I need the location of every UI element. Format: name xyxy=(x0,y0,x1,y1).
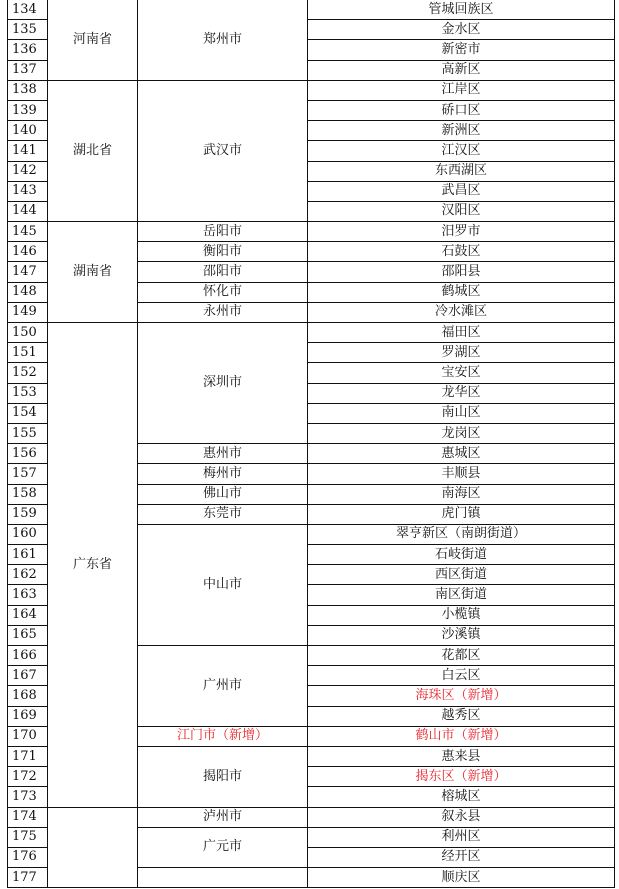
row-number: 168 xyxy=(8,686,48,706)
district-cell: 经开区 xyxy=(308,847,615,867)
district-cell: 南海区 xyxy=(308,484,615,504)
row-number: 161 xyxy=(8,545,48,565)
region-list-table xyxy=(7,0,615,888)
district-cell: 越秀区 xyxy=(308,706,615,726)
city-cell: 郑州市 xyxy=(138,0,308,80)
table-body xyxy=(8,0,615,888)
district-cell: 邵阳县 xyxy=(308,262,615,282)
table-row xyxy=(8,323,615,343)
city-cell: 江门市（新增） xyxy=(138,726,308,746)
row-number: 172 xyxy=(8,767,48,787)
district-cell: 惠来县 xyxy=(308,746,615,766)
row-number: 162 xyxy=(8,565,48,585)
row-number: 152 xyxy=(8,363,48,383)
province-cell: 湖北省 xyxy=(48,80,138,221)
row-number: 176 xyxy=(8,847,48,867)
district-cell: 小榄镇 xyxy=(308,605,615,625)
row-number: 174 xyxy=(8,807,48,827)
district-cell: 金水区 xyxy=(308,20,615,40)
row-number: 157 xyxy=(8,464,48,484)
row-number: 158 xyxy=(8,484,48,504)
district-cell: 冷水滩区 xyxy=(308,302,615,322)
row-number: 159 xyxy=(8,504,48,524)
city-cell: 武汉市 xyxy=(138,80,308,221)
row-number: 165 xyxy=(8,625,48,645)
district-cell: 虎门镇 xyxy=(308,504,615,524)
city-cell: 怀化市 xyxy=(138,282,308,302)
district-cell: 江汉区 xyxy=(308,141,615,161)
city-cell xyxy=(138,868,308,888)
province-cell: 河南省 xyxy=(48,0,138,80)
row-number: 137 xyxy=(8,60,48,80)
row-number: 169 xyxy=(8,706,48,726)
district-cell: 鹤山市（新增） xyxy=(308,726,615,746)
row-number: 144 xyxy=(8,201,48,221)
province-cell: 湖南省 xyxy=(48,222,138,323)
row-number: 163 xyxy=(8,585,48,605)
district-cell: 南山区 xyxy=(308,403,615,423)
row-number: 166 xyxy=(8,646,48,666)
district-cell: 福田区 xyxy=(308,323,615,343)
row-number: 148 xyxy=(8,282,48,302)
row-number: 146 xyxy=(8,242,48,262)
city-cell: 中山市 xyxy=(138,524,308,645)
row-number: 138 xyxy=(8,80,48,100)
province-cell: 广东省 xyxy=(48,323,138,808)
table-row xyxy=(8,807,615,827)
district-cell: 硚口区 xyxy=(308,100,615,120)
district-cell: 新洲区 xyxy=(308,121,615,141)
row-number: 175 xyxy=(8,827,48,847)
city-cell: 佛山市 xyxy=(138,484,308,504)
district-cell: 江岸区 xyxy=(308,80,615,100)
city-cell: 广元市 xyxy=(138,827,308,867)
district-cell: 高新区 xyxy=(308,60,615,80)
table-row xyxy=(8,222,615,242)
district-cell: 沙溪镇 xyxy=(308,625,615,645)
district-cell: 利州区 xyxy=(308,827,615,847)
row-number: 160 xyxy=(8,524,48,544)
city-cell: 广州市 xyxy=(138,646,308,727)
city-cell: 揭阳市 xyxy=(138,746,308,807)
district-cell: 西区街道 xyxy=(308,565,615,585)
district-cell: 丰顺县 xyxy=(308,464,615,484)
row-number: 155 xyxy=(8,423,48,443)
district-cell: 揭东区（新增） xyxy=(308,767,615,787)
district-cell: 汨罗市 xyxy=(308,222,615,242)
district-cell: 惠城区 xyxy=(308,444,615,464)
district-cell: 榕城区 xyxy=(308,787,615,807)
city-cell: 梅州市 xyxy=(138,464,308,484)
row-number: 140 xyxy=(8,121,48,141)
district-cell: 叙永县 xyxy=(308,807,615,827)
row-number: 170 xyxy=(8,726,48,746)
row-number: 136 xyxy=(8,40,48,60)
district-cell: 石鼓区 xyxy=(308,242,615,262)
row-number: 151 xyxy=(8,343,48,363)
row-number: 141 xyxy=(8,141,48,161)
district-cell: 白云区 xyxy=(308,666,615,686)
district-cell: 南区街道 xyxy=(308,585,615,605)
district-cell: 新密市 xyxy=(308,40,615,60)
row-number: 164 xyxy=(8,605,48,625)
row-number: 167 xyxy=(8,666,48,686)
district-cell: 鹤城区 xyxy=(308,282,615,302)
row-number: 177 xyxy=(8,868,48,888)
district-cell: 翠亨新区（南朗街道） xyxy=(308,524,615,544)
city-cell: 邵阳市 xyxy=(138,262,308,282)
district-cell: 罗湖区 xyxy=(308,343,615,363)
city-cell: 深圳市 xyxy=(138,323,308,444)
district-cell: 龙岗区 xyxy=(308,423,615,443)
table-row xyxy=(8,0,615,20)
row-number: 154 xyxy=(8,403,48,423)
district-cell: 石岐街道 xyxy=(308,545,615,565)
city-cell: 岳阳市 xyxy=(138,222,308,242)
city-cell: 东莞市 xyxy=(138,504,308,524)
row-number: 135 xyxy=(8,20,48,40)
row-number: 142 xyxy=(8,161,48,181)
city-cell: 衡阳市 xyxy=(138,242,308,262)
district-cell: 顺庆区 xyxy=(308,868,615,888)
table-row xyxy=(8,80,615,100)
district-cell: 海珠区（新增） xyxy=(308,686,615,706)
row-number: 139 xyxy=(8,100,48,120)
district-cell: 武昌区 xyxy=(308,181,615,201)
province-cell xyxy=(48,807,138,888)
district-cell: 花都区 xyxy=(308,646,615,666)
row-number: 134 xyxy=(8,0,48,20)
row-number: 145 xyxy=(8,222,48,242)
row-number: 153 xyxy=(8,383,48,403)
row-number: 143 xyxy=(8,181,48,201)
district-cell: 管城回族区 xyxy=(308,0,615,20)
row-number: 171 xyxy=(8,746,48,766)
city-cell: 永州市 xyxy=(138,302,308,322)
row-number: 149 xyxy=(8,302,48,322)
row-number: 156 xyxy=(8,444,48,464)
district-cell: 汉阳区 xyxy=(308,201,615,221)
row-number: 150 xyxy=(8,323,48,343)
row-number: 173 xyxy=(8,787,48,807)
city-cell: 惠州市 xyxy=(138,444,308,464)
city-cell: 泸州市 xyxy=(138,807,308,827)
district-cell: 东西湖区 xyxy=(308,161,615,181)
district-cell: 宝安区 xyxy=(308,363,615,383)
row-number: 147 xyxy=(8,262,48,282)
district-cell: 龙华区 xyxy=(308,383,615,403)
